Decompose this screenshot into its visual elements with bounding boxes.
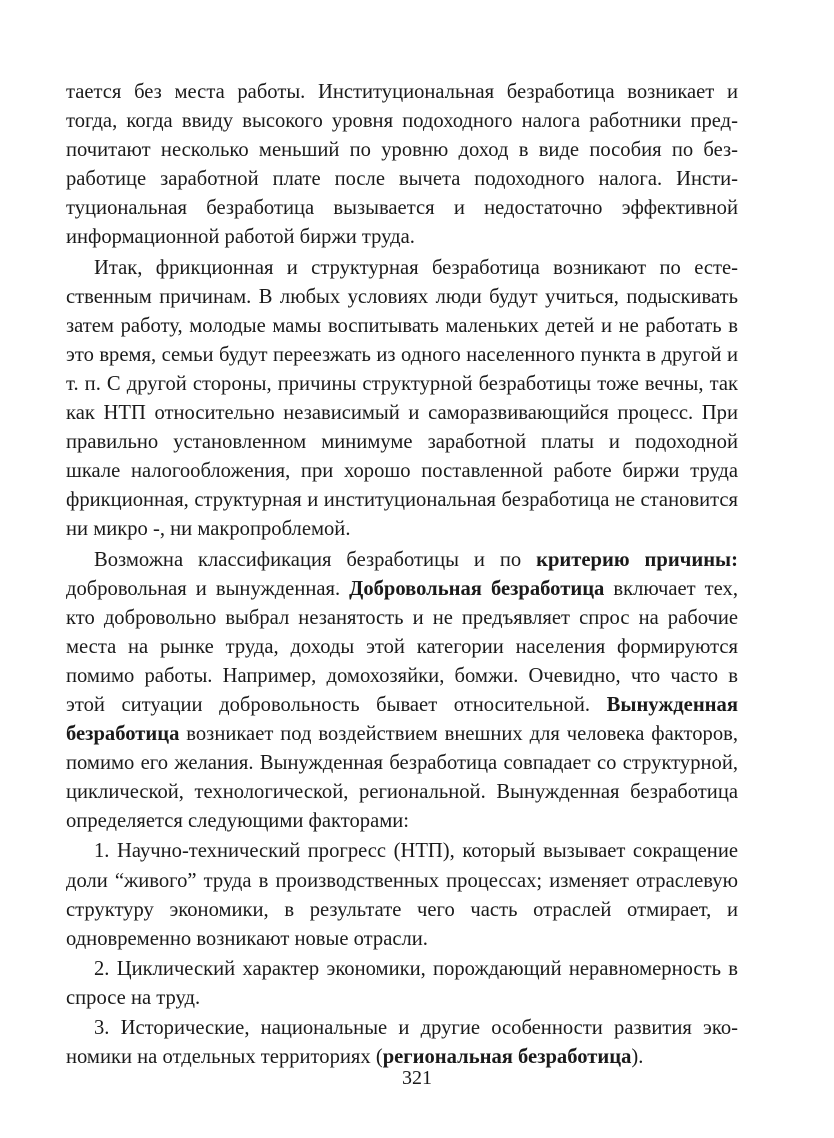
list-item-1 bbox=[66, 837, 738, 953]
paragraph-text: добровольная и вынужденная. bbox=[66, 577, 350, 600]
bold-term-voluntary-unemployment: Добровольная безработица bbox=[349, 577, 605, 600]
list-item-3 bbox=[66, 1014, 738, 1072]
bold-term-cause-criterion: критерию причины: bbox=[536, 548, 738, 571]
paragraph-text: 2. Циклический характер экономики, порождающий неравномерность в спросе на труд. bbox=[66, 957, 738, 1009]
paragraph-text: Итак, фрикционная и структурная безработица возникают по естественным причинам. В любых условиях люди будут учиться, подыскивать затем работу, молодые мамы воспитывать маленьких детей и не работать в это время, семьи будут переезжать из одного населенного пункта в другой и т. п. С другой стороны, причины структурной безработицы тоже вечны, так как НТП относительно независимый и саморазвивающийся процесс. При правильно установленном минимуме заработной платы и подоходной шкале налогообложения, при хорошо поставленной работе биржи труда фрикционная, структурная и институциональная безработица не становится ни микро -, ни макропроблемой. bbox=[66, 256, 738, 541]
paragraph-institutional-unemployment bbox=[66, 78, 738, 253]
paragraph-natural-causes bbox=[66, 254, 738, 545]
paragraph-text: 1. Научно-технический прогресс (НТП), который вызывает сокращение доли “живого” труда в производственных процессах; изменяет отраслевую структуру экономики, в результате чего часть отраслей отмирает, и одновременно возникают новые отрасли. bbox=[66, 840, 738, 950]
page-body bbox=[66, 78, 738, 1072]
page-number: 321 bbox=[402, 1067, 432, 1089]
list-item-2 bbox=[66, 955, 738, 1013]
paragraph-text: включает тех, кто добровольно выбрал незанятость и не предъявляет спрос на рабочие места на рынке труда, доходы этой категории населения формируются помимо работы. Например, домохозяйки, бомжи. Очевидно, что часто в этой ситуации добровольность бывает относительной. bbox=[66, 577, 739, 716]
paragraph-text: 3. Исторические, национальные и другие особенности развития экономики на отдельных территориях ( bbox=[66, 1017, 738, 1069]
paragraph-text: Возможна классификация безработицы и по bbox=[94, 548, 537, 571]
paragraph-text: ). bbox=[631, 1046, 644, 1069]
paragraph-text: тается без места работы. Институциональная безработица возникает и тогда, когда ввиду высокого уровня подоходного налога работники предпочитают несколько меньший по уровню доход в виде пособия по безработице заработной плате после вычета подоходного налога. Институциональная безработица вызывается и недостаточно эффективной информационной работой биржи труда. bbox=[66, 81, 738, 249]
paragraph-classification bbox=[66, 546, 738, 837]
paragraph-text: возникает под воздействием внешних для человека факторов, помимо его желания. Вынужденная безработица совпадает со структурной, циклической, технологической, региональной. Вынужденная безработица определяется следующими факторами: bbox=[66, 723, 738, 833]
bold-term-regional-unemployment: региональная безработица bbox=[382, 1046, 632, 1069]
bold-term-forced-unemployment: Вынужденная безработица bbox=[66, 693, 738, 746]
